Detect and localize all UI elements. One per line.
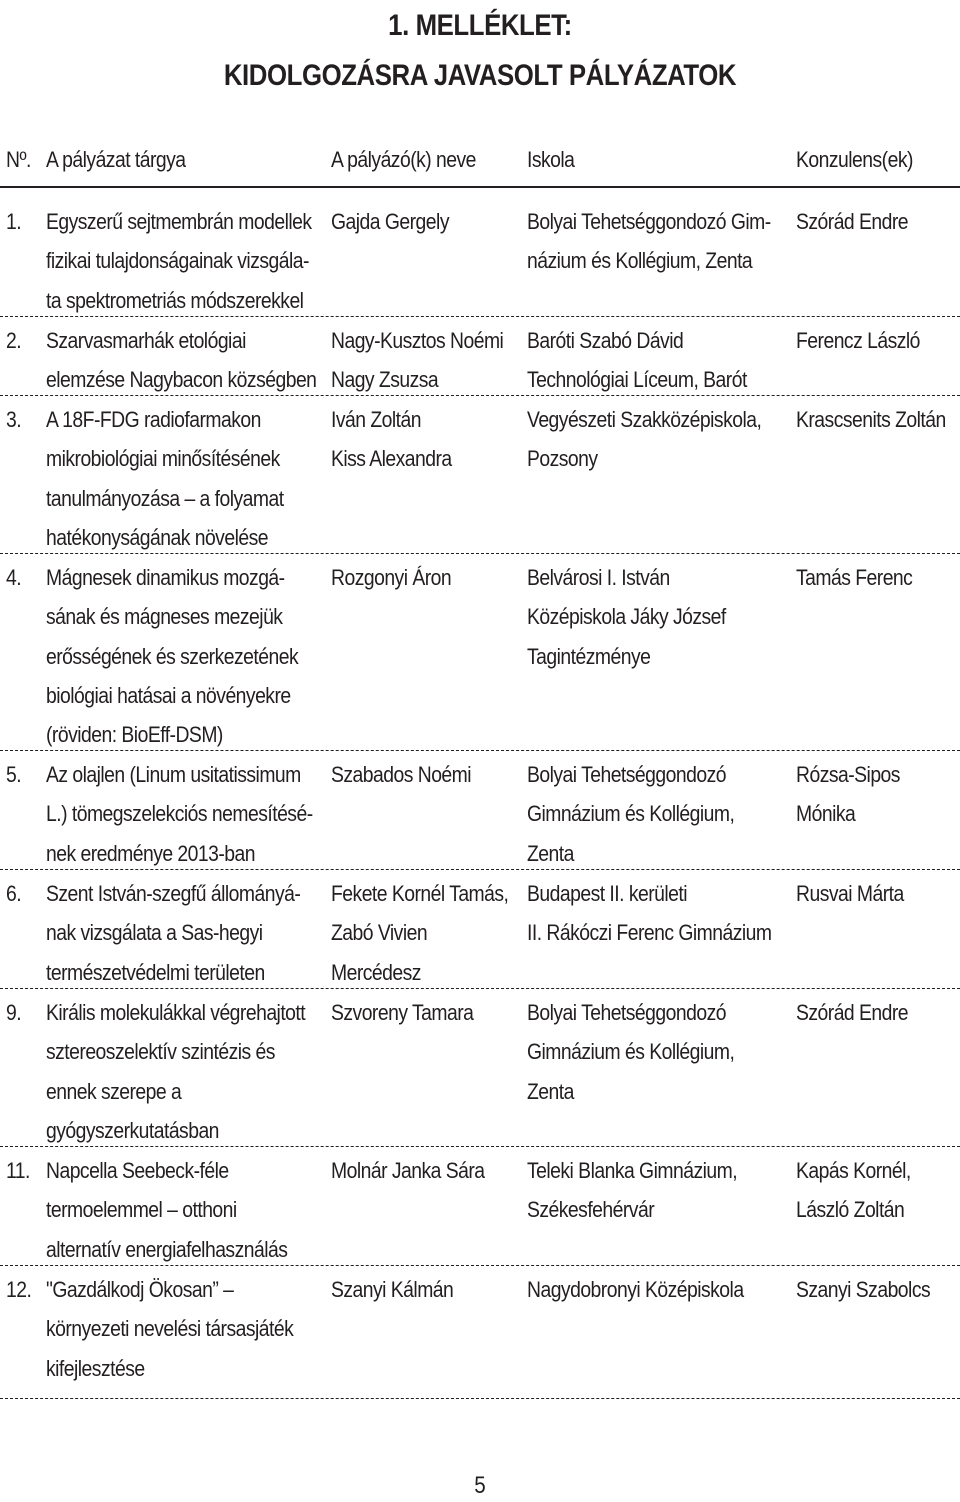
row-topic: A 18F-FDG radiofarmakon mikrobiológiai minősítésének tanulmányozása – a folyamat hatékonyságának növelése <box>46 407 284 550</box>
table-row <box>0 870 960 989</box>
table-row <box>0 188 960 317</box>
row-school: Teleki Blanka Gimnázium, Székesfehérvár <box>527 1158 738 1223</box>
header-school: Iskola <box>527 147 575 172</box>
table-row <box>0 317 960 396</box>
row-applicants: Szvoreny Tamara <box>331 1000 474 1025</box>
page-number: 5 <box>474 1472 486 1499</box>
header-number: Nº. <box>6 147 31 172</box>
row-school: Bolyai Tehetséggondozó Gim- názium és Kollégium, Zenta <box>527 209 771 274</box>
row-consultants: Ferencz László <box>796 328 920 353</box>
row-number: 11. <box>6 1158 30 1183</box>
row-consultants: Rózsa-Sipos Mónika <box>796 762 900 827</box>
row-school: Bolyai Tehetséggondozó Gimnázium és Kollégium, Zenta <box>527 762 735 866</box>
row-number: 4. <box>6 565 22 590</box>
appendix-heading: 1. MELLÉKLET: <box>388 9 572 42</box>
row-consultants: Kapás Kornél, László Zoltán <box>796 1158 911 1223</box>
row-consultants: Tamás Ferenc <box>796 565 913 590</box>
row-number: 1. <box>6 209 22 234</box>
row-number: 5. <box>6 762 22 787</box>
row-number: 3. <box>6 407 22 432</box>
row-school: Budapest II. kerületi II. Rákóczi Ferenc Gimnázium <box>527 881 772 946</box>
row-topic: Szent István-szegfű állományá- nak vizsgálata a Sas-hegyi természetvédelmi területen <box>46 881 301 985</box>
row-topic: Napcella Seebeck-féle termoelemmel – otthoni alternatív energiafelhasználás <box>46 1158 288 1262</box>
row-topic: "Gazdálkodj Ökosan” – környezeti nevelési társasjáték kifejlesztése <box>46 1277 294 1381</box>
row-number: 9. <box>6 1000 22 1025</box>
row-applicants: Szabados Noémi <box>331 762 472 787</box>
row-applicants: Nagy-Kusztos Noémi Nagy Zsuzsa <box>331 328 504 393</box>
row-topic: Szarvasmarhák etológiai elemzése Nagybacon községben <box>46 328 317 393</box>
row-school: Baróti Szabó Dávid Technológiai Líceum, Barót <box>527 328 747 393</box>
table-row <box>0 1147 960 1266</box>
row-consultants: Rusvai Márta <box>796 881 904 906</box>
row-topic: Mágnesek dinamikus mozgá- sának és mágneses mezejük erősségének és szerkezetének biológiai hatásai a növényekre (röviden: BioEff-DSM) <box>46 565 299 748</box>
row-consultants: Krascsenits Zoltán <box>796 407 946 432</box>
proposals-table <box>0 136 960 1399</box>
header-applicants: A pályázó(k) neve <box>331 147 476 172</box>
row-applicants: Szanyi Kálmán <box>331 1277 454 1302</box>
row-topic: Egyszerű sejtmembrán modellek fizikai tulajdonságainak vizsgála- ta spektrometriás módszerekkel <box>46 209 312 313</box>
row-applicants: Molnár Janka Sára <box>331 1158 485 1183</box>
row-school: Nagydobronyi Középiskola <box>527 1277 744 1302</box>
table-row <box>0 1266 960 1399</box>
table-row <box>0 554 960 751</box>
header-consultants: Konzulens(ek) <box>796 147 913 172</box>
row-school: Belvárosi I. István Középiskola Jáky József Tagintézménye <box>527 565 726 669</box>
row-consultants: Szórád Endre <box>796 1000 909 1025</box>
table-body <box>0 188 960 1399</box>
row-school: Vegyészeti Szakközépiskola, Pozsony <box>527 407 762 472</box>
row-applicants: Rozgonyi Áron <box>331 565 452 590</box>
row-applicants: Iván Zoltán Kiss Alexandra <box>331 407 452 472</box>
row-topic: Királis molekulákkal végrehajtott sztereoszelektív szintézis és ennek szerepe a gyógyszerkutatásban <box>46 1000 306 1143</box>
table-row <box>0 396 960 554</box>
table-row <box>0 989 960 1147</box>
row-consultants: Szórád Endre <box>796 209 909 234</box>
row-applicants: Gajda Gergely <box>331 209 449 234</box>
row-number: 12. <box>6 1277 32 1302</box>
header-topic: A pályázat tárgya <box>46 147 186 172</box>
table-row <box>0 751 960 870</box>
table-header <box>0 136 960 188</box>
row-number: 6. <box>6 881 22 906</box>
row-topic: Az olajlen (Linum usitatissimum L.) tömegszelekciós nemesítésé- nek eredménye 2013-ban <box>46 762 313 866</box>
row-applicants: Fekete Kornél Tamás, Zabó Vivien Mercédesz <box>331 881 509 985</box>
row-school: Bolyai Tehetséggondozó Gimnázium és Kollégium, Zenta <box>527 1000 735 1104</box>
row-number: 2. <box>6 328 22 353</box>
row-consultants: Szanyi Szabolcs <box>796 1277 931 1302</box>
appendix-title: KIDOLGOZÁSRA JAVASOLT PÁLYÁZATOK <box>223 59 737 92</box>
